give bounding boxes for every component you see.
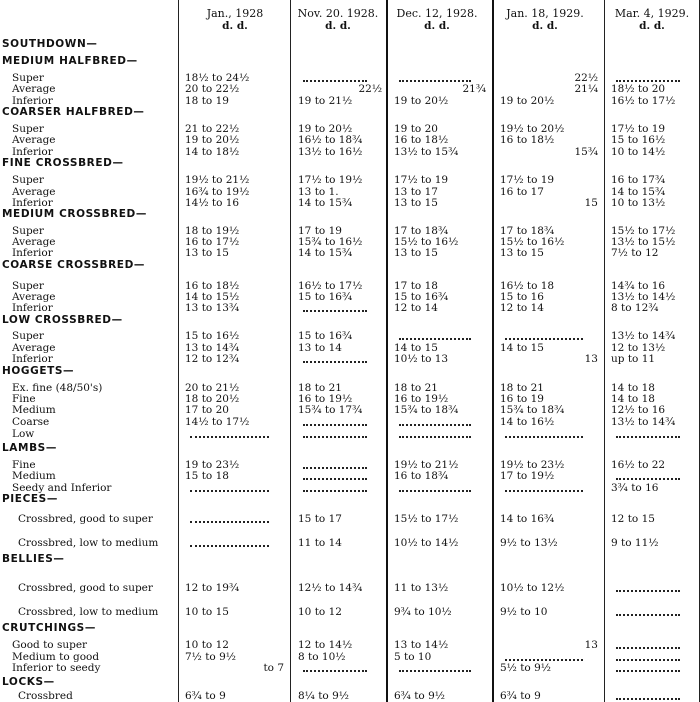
column-header	[597, 7, 700, 33]
price-cell: 13½ to 14½	[611, 291, 676, 303]
dotted-leader	[505, 490, 583, 492]
row-label: Crossbred, good to super	[18, 582, 153, 594]
dotted-leader	[303, 80, 367, 82]
dotted-leader	[505, 659, 583, 661]
price-cell: 22½	[574, 72, 598, 84]
price-cell: 15 to 16¾	[298, 330, 353, 342]
row-label: Average	[12, 236, 56, 248]
price-cell: 13 to 1.	[298, 186, 339, 198]
column-units: d. d.	[222, 20, 248, 32]
price-cell: 18 to 19½	[185, 225, 240, 237]
row-label: Average	[12, 291, 56, 303]
dotted-leader	[190, 436, 269, 438]
section-title: HOGGETS—	[2, 365, 75, 377]
price-cell: 13 to 17	[394, 186, 438, 198]
row-label: Good to super	[12, 639, 88, 651]
column-header	[180, 7, 290, 33]
price-cell: 14 to 15	[394, 342, 438, 354]
price-cell: 20 to 21½	[185, 382, 240, 394]
row-label: Seedy and Inferior	[12, 482, 112, 494]
row-label: Super	[12, 225, 44, 237]
dotted-leader	[399, 424, 471, 426]
price-cell: 16 to 18½	[394, 134, 449, 146]
price-cell: 10 to 12	[298, 606, 342, 618]
row-label: Fine	[12, 393, 36, 405]
section-title: MEDIUM HALFBRED—	[2, 55, 138, 67]
price-cell: 9 to 11½	[611, 537, 659, 549]
dotted-leader	[190, 545, 269, 547]
section-title: PIECES—	[2, 493, 58, 505]
price-cell: 15 to 16¾	[394, 291, 449, 303]
price-cell: 18½ to 24½	[185, 72, 250, 84]
section-title: MEDIUM CROSSBRED—	[2, 208, 147, 220]
price-cell: 16 to 19½	[298, 393, 353, 405]
price-cell: 16 to 17	[500, 186, 544, 198]
price-cell: 10½ to 13	[394, 353, 449, 365]
price-cell: 7½ to 9½	[185, 651, 236, 663]
price-cell: 10½ to 14½	[394, 537, 459, 549]
dotted-leader	[616, 80, 680, 82]
price-cell: 15½ to 17½	[394, 513, 459, 525]
price-cell: 14 to 18	[611, 382, 655, 394]
column-date: Nov. 20. 1928.	[297, 7, 379, 20]
price-cell: 21¾	[462, 83, 486, 95]
dotted-leader	[399, 490, 471, 492]
column-date: Jan. 18, 1929.	[506, 7, 584, 20]
price-cell: 13 to 15	[185, 247, 229, 259]
price-cell: 8 to 10½	[298, 651, 346, 663]
price-cell: 19 to 20½	[394, 95, 449, 107]
dotted-leader	[303, 436, 367, 438]
price-cell: 19 to 20½	[298, 123, 353, 135]
price-cell: to 7	[263, 662, 284, 674]
price-cell: 10 to 14½	[611, 146, 666, 158]
price-cell: 13½ to 14¾	[611, 416, 676, 428]
price-cell: 15 to 17	[298, 513, 342, 525]
price-cell: 15 to 16¾	[298, 291, 353, 303]
column-rule	[386, 0, 388, 702]
price-cell: 18 to 21	[298, 382, 342, 394]
column-rule	[604, 0, 605, 702]
price-cell: 19 to 20	[394, 123, 438, 135]
price-cell: 10½ to 12½	[500, 582, 565, 594]
price-cell: 16 to 18¾	[394, 470, 449, 482]
row-label: Coarse	[12, 416, 50, 428]
section-title: LOCKS—	[2, 676, 55, 688]
row-label: Average	[12, 83, 56, 95]
dotted-leader	[190, 521, 269, 523]
price-cell: 12 to 12¾	[185, 353, 240, 365]
section-title: COARSE CROSSBRED—	[2, 259, 145, 271]
price-cell: 14 to 15	[500, 342, 544, 354]
price-cell: 6¾ to 9½	[394, 690, 445, 702]
column-header	[283, 7, 393, 33]
row-label: Average	[12, 186, 56, 198]
price-cell: 13 to 15	[394, 247, 438, 259]
price-cell: 19 to 23½	[185, 459, 240, 471]
price-cell: 15 to 18	[185, 470, 229, 482]
column-units: d. d.	[325, 20, 351, 32]
price-cell: 9¾ to 10½	[394, 606, 452, 618]
dotted-leader	[303, 467, 367, 469]
price-cell: 5½ to 9½	[500, 662, 551, 674]
price-cell: 17 to 18	[394, 280, 438, 292]
row-label: Medium	[12, 470, 56, 482]
price-cell: 17½ to 19	[394, 174, 449, 186]
price-cell: 21¼	[574, 83, 598, 95]
column-rule	[492, 0, 494, 702]
row-label: Ex. fine (48/50's)	[12, 382, 103, 394]
section-title: SOUTHDOWN—	[2, 38, 98, 50]
dotted-leader	[616, 659, 680, 661]
price-cell: 18 to 20½	[185, 393, 240, 405]
dotted-leader	[303, 310, 367, 312]
price-cell: 14 to 15¾	[298, 197, 353, 209]
price-cell: 8¼ to 9½	[298, 690, 349, 702]
price-cell: 15 to 16½	[185, 330, 240, 342]
price-cell: 19 to 21½	[298, 95, 353, 107]
dotted-leader	[616, 436, 680, 438]
price-cell: 14 to 16¾	[500, 513, 555, 525]
price-cell: 10 to 12	[185, 639, 229, 651]
price-cell: 14 to 15½	[185, 291, 240, 303]
price-cell: 6¾ to 9	[500, 690, 541, 702]
price-cell: 14¾ to 16	[611, 280, 666, 292]
price-cell: 12½ to 16	[611, 404, 666, 416]
price-cell: 3¾ to 16	[611, 482, 659, 494]
price-cell: 13 to 15	[500, 247, 544, 259]
row-label: Medium	[12, 404, 56, 416]
price-cell: 12 to 14	[394, 302, 438, 314]
dotted-leader	[303, 670, 367, 672]
dotted-leader	[303, 361, 367, 363]
section-title: COARSER HALFBRED—	[2, 106, 145, 118]
price-cell: 14 to 18½	[185, 146, 240, 158]
price-cell: 13 to 14¾	[185, 342, 240, 354]
price-cell: 19½ to 20½	[500, 123, 565, 135]
dotted-leader	[616, 698, 680, 700]
dotted-leader	[303, 478, 367, 480]
price-cell: 16¾ to 19½	[185, 186, 250, 198]
price-cell: 15 to 16½	[611, 134, 666, 146]
row-label: Super	[12, 280, 44, 292]
price-cell: 16½ to 17½	[298, 280, 363, 292]
price-cell: 12½ to 14¾	[298, 582, 363, 594]
price-cell: 17 to 18¾	[500, 225, 555, 237]
row-label: Low	[12, 428, 35, 440]
price-cell: 8 to 12¾	[611, 302, 659, 314]
price-cell: 10 to 13½	[611, 197, 666, 209]
dotted-leader	[505, 338, 583, 340]
price-cell: 19½ to 21½	[394, 459, 459, 471]
price-cell: 16½ to 18	[500, 280, 555, 292]
dotted-leader	[303, 490, 367, 492]
price-cell: 19 to 20½	[500, 95, 555, 107]
price-cell: 18 to 21	[394, 382, 438, 394]
price-cell: 15 to 16	[500, 291, 544, 303]
row-label: Inferior	[12, 146, 53, 158]
column-units: d. d.	[532, 20, 558, 32]
price-cell: 7½ to 12	[611, 247, 659, 259]
price-cell: 16½ to 18¾	[298, 134, 363, 146]
section-title: CRUTCHINGS—	[2, 622, 96, 634]
dotted-leader	[399, 338, 471, 340]
price-cell: 14½ to 17½	[185, 416, 250, 428]
row-label: Super	[12, 174, 44, 186]
price-cell: 15¾ to 18¾	[500, 404, 565, 416]
price-cell: 9½ to 10	[500, 606, 548, 618]
price-cell: 12 to 19¾	[185, 582, 240, 594]
column-header	[490, 7, 600, 33]
price-cell: 14 to 18	[611, 393, 655, 405]
price-cell: 15¾ to 16½	[298, 236, 363, 248]
row-label: Inferior	[12, 353, 53, 365]
price-cell: 12 to 13½	[611, 342, 666, 354]
price-cell: 17½ to 19	[500, 174, 555, 186]
section-title: FINE CROSSBRED—	[2, 157, 124, 169]
column-header	[382, 7, 492, 33]
price-cell: 15	[584, 197, 598, 209]
price-cell: 18½ to 20	[611, 83, 666, 95]
dotted-leader	[399, 436, 471, 438]
price-cell: 19½ to 21½	[185, 174, 250, 186]
price-cell: 13½ to 14¾	[611, 330, 676, 342]
price-cell: 17½ to 19	[611, 123, 666, 135]
price-cell: 13 to 13¾	[185, 302, 240, 314]
price-cell: 15½ to 16½	[500, 236, 565, 248]
price-cell: 16½ to 17½	[611, 95, 676, 107]
price-cell: 12 to 15	[611, 513, 655, 525]
row-label: Inferior to seedy	[12, 662, 101, 674]
price-cell: 16½ to 22	[611, 459, 666, 471]
column-date: Jan., 1928	[206, 7, 264, 20]
price-cell: 13 to 14½	[394, 639, 449, 651]
row-label: Crossbred, low to medium	[18, 537, 159, 549]
column-units: d. d.	[424, 20, 450, 32]
dotted-leader	[616, 614, 680, 616]
dotted-leader	[303, 424, 367, 426]
price-cell: 13	[584, 639, 598, 651]
row-label: Crossbred, low to medium	[18, 606, 159, 618]
row-label: Fine	[12, 459, 36, 471]
price-cell: 13½ to 16½	[298, 146, 363, 158]
price-cell: 15½ to 16½	[394, 236, 459, 248]
price-cell: 11 to 14	[298, 537, 342, 549]
row-label: Super	[12, 123, 44, 135]
price-cell: 15½ to 17½	[611, 225, 676, 237]
price-cell: 16 to 18½	[500, 134, 555, 146]
price-cell: 16 to 19½	[394, 393, 449, 405]
price-cell: 17 to 20	[185, 404, 229, 416]
price-cell: 18 to 21	[500, 382, 544, 394]
row-label: Super	[12, 72, 44, 84]
price-cell: 13 to 14	[298, 342, 342, 354]
price-cell: 14 to 15¾	[298, 247, 353, 259]
price-cell: 6¾ to 9	[185, 690, 226, 702]
row-label: Crossbred, good to super	[18, 513, 153, 525]
dotted-leader	[505, 436, 583, 438]
price-cell: 22½	[358, 83, 382, 95]
row-label: Medium to good	[12, 651, 100, 663]
price-cell: 19½ to 23½	[500, 459, 565, 471]
row-label: Inferior	[12, 95, 53, 107]
column-units: d. d.	[639, 20, 665, 32]
dotted-leader	[616, 478, 680, 480]
row-label: Crossbred	[18, 690, 73, 702]
row-label: Inferior	[12, 197, 53, 209]
column-rule	[178, 0, 179, 702]
price-cell: 20 to 22½	[185, 83, 240, 95]
price-cell: 18 to 19	[185, 95, 229, 107]
price-cell: 16 to 18½	[185, 280, 240, 292]
price-cell: 15¾	[574, 146, 598, 158]
dotted-leader	[616, 647, 680, 649]
price-cell: 13½ to 15½	[611, 236, 676, 248]
dotted-leader	[399, 670, 471, 672]
price-cell: 14 to 16½	[500, 416, 555, 428]
row-label: Inferior	[12, 247, 53, 259]
dotted-leader	[616, 590, 680, 592]
price-cell: 16 to 17¾	[611, 174, 666, 186]
price-cell: 17 to 19	[298, 225, 342, 237]
price-cell: 12 to 14½	[298, 639, 353, 651]
row-label: Super	[12, 330, 44, 342]
section-title: LAMBS—	[2, 442, 57, 454]
price-cell: 13½ to 15¾	[394, 146, 459, 158]
column-date: Mar. 4, 1929.	[614, 7, 690, 20]
price-cell: up to 11	[611, 353, 656, 365]
price-cell: 11 to 13½	[394, 582, 449, 594]
price-cell: 15¾ to 17¾	[298, 404, 363, 416]
price-cell: 16 to 17½	[185, 236, 240, 248]
price-cell: 19 to 20½	[185, 134, 240, 146]
price-cell: 15¾ to 18¾	[394, 404, 459, 416]
price-cell: 17½ to 19½	[298, 174, 363, 186]
row-label: Average	[12, 342, 56, 354]
price-cell: 9½ to 13½	[500, 537, 558, 549]
price-cell: 14½ to 16	[185, 197, 240, 209]
price-cell: 21 to 22½	[185, 123, 240, 135]
price-cell: 13	[584, 353, 598, 365]
price-cell: 5 to 10	[394, 651, 432, 663]
price-cell: 17 to 19½	[500, 470, 555, 482]
row-label: Inferior	[12, 302, 53, 314]
column-date: Dec. 12, 1928.	[396, 7, 478, 20]
row-label: Average	[12, 134, 56, 146]
dotted-leader	[190, 490, 269, 492]
dotted-leader	[399, 80, 471, 82]
price-cell: 13 to 15	[394, 197, 438, 209]
price-cell: 12 to 14	[500, 302, 544, 314]
column-rule	[290, 0, 291, 702]
price-cell: 16 to 19	[500, 393, 544, 405]
dotted-leader	[616, 670, 680, 672]
section-title: BELLIES—	[2, 553, 65, 565]
price-cell: 10 to 15	[185, 606, 229, 618]
price-cell: 17 to 18¾	[394, 225, 449, 237]
section-title: LOW CROSSBRED—	[2, 314, 123, 326]
price-cell: 14 to 15¾	[611, 186, 666, 198]
